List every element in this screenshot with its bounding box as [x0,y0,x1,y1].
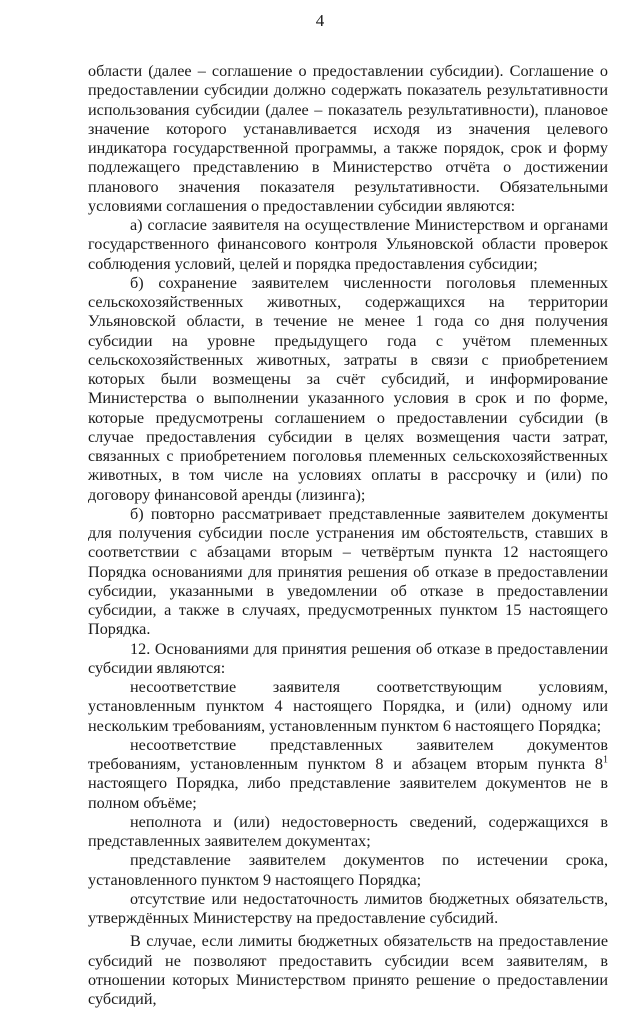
paragraph-refusal-grounds-heading: 12. Основаниями для принятия решения об отказе в предоставлении субсидии являются: [88,639,608,677]
paragraph-condition-b: б) сохранение заявителем численности поголовья племенных сельскохозяйственных животных, содержащихся на территории Ульяновской области, в течение не менее 1 года со дня получения субсидии на уровне предыдущего года с учётом племенных сельскохозяйственных животных, затраты в связи с приобретением которых были возмещены за счёт субсидий, и информирование Министерства о выполнении указанного условия в срок и по форме, которые предусмотрены соглашением о предоставлении субсидии (в случае предоставления субсидии в целях возмещения части затрат, связанных с приобретением поголовья племенных сельскохозяйственных животных, в том числе на условиях оплаты в рассрочку и (или) по договору финансовой аренды (лизинга); [88,273,608,504]
ground-documents-text: несоответствие представленных заявителем документов требованиям, установленным пунктом 8 и абзацем вторым пункта 8 [88,735,608,773]
paragraph-agreement-intro: области (далее – соглашение о предоставлении субсидии). Соглашение о предоставлении субсидии должно содержать показатель результативности использования субсидии (далее – показатель результативности), плановое значение которого устанавливается исходя из значения целевого индикатора государственной программы, а также порядок, срок и форму подлежащего представлению в Министерство отчёта о достижении планового значения показателя результативности. Обязательными условиями соглашения о предоставлении субсидии являются: [88,62,608,215]
paragraph-condition-a: а) согласие заявителя на осуществление Министерством и органами государственного финансового контроля Ульяновской области проверок соблюдения условий, целей и порядка предоставления субсидии; [88,216,608,273]
paragraph-ground-nonconformity: несоответствие заявителя соответствующим условиям, установленным пунктом 4 настоящего Порядка, и (или) одному или нескольким требованиям, установленным пунктом 6 настоящего Порядка; [88,678,608,735]
paragraph-limits-case: В случае, если лимиты бюджетных обязательств на предоставление субсидий не позволяют предоставить субсидии всем заявителям, в отношении которых Министерством принято решение о предоставлении субсидий, [88,932,608,1008]
paragraph-ground-late-submission: представление заявителем документов по истечении срока, установленного пунктом 9 настоящего Порядка; [88,851,608,889]
paragraph-ground-documents [88,736,608,813]
superscript-one: 1 [603,754,608,766]
ground-documents-text-cont: настоящего Порядка, либо представление заявителем документов не в полном объёме; [88,774,608,812]
paragraph-ground-limits: отсутствие или недостаточность лимитов бюджетных обязательств, утверждённых Министерству на предоставление субсидий. [88,889,608,927]
document-body [88,62,608,1009]
paragraph-resubmission: б) повторно рассматривает представленные заявителем документы для получения субсидии после устранения им обстоятельств, ставших в соответствии с абзацами вторым – четвёртым пункта 12 настоящего Порядка основаниями для принятия решения об отказе в предоставлении субсидии, указанными в уведомлении об отказе в предоставлении субсидии, а также в случаях, предусмотренных пунктом 15 настоящего Порядка. [88,504,608,639]
page-number: 4 [315,11,325,30]
paragraph-ground-incompleteness: неполнота и (или) недостоверность сведений, содержащихся в представленных заявителем документах; [88,812,608,850]
